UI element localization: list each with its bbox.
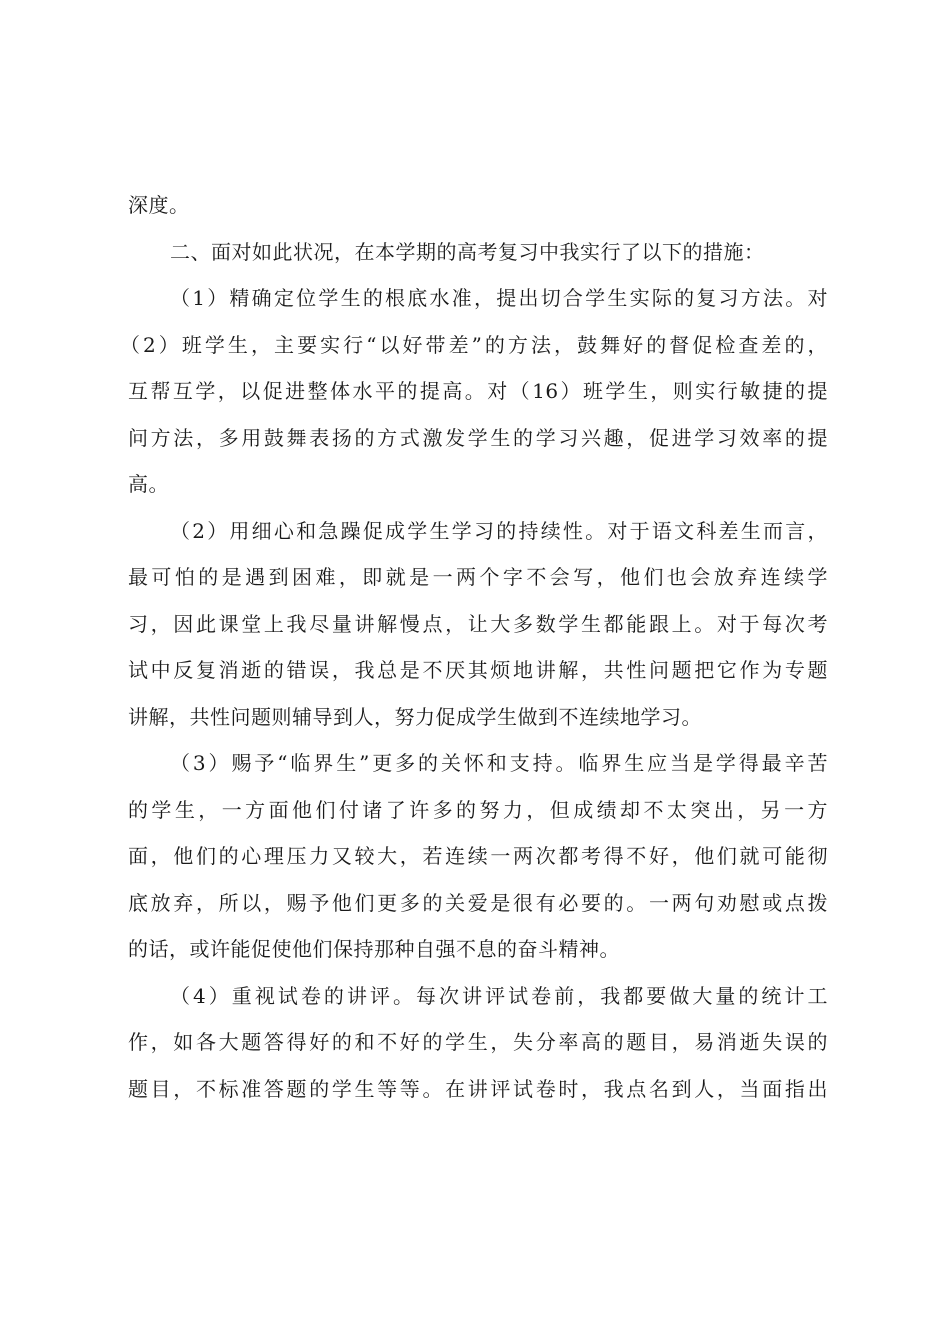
text-line: 讲解，共性问题则辅导到人，努力促成学生做到不连续地学习。 (128, 704, 702, 729)
text-line: 题目，不标准答题的学生等等。在讲评试卷时，我点名到人，当面指出 (128, 1076, 828, 1101)
section-heading: 二、面对如此状况，在本学期的高考复习中我实行了以下的措施： (170, 239, 765, 264)
text-line: （2）用细心和急躁促成学生学习的持续性。对于语文科差生而言， (170, 518, 828, 543)
text-line: 的学生，一方面他们付诸了许多的努力，但成绩却不太突出，另一方 (128, 797, 828, 822)
text-line: （3）赐予“临界生”更多的关怀和支持。临界生应当是学得最辛苦 (170, 751, 828, 775)
text-line: （4）重视试卷的讲评。每次讲评试卷前，我都要做大量的统计工 (170, 983, 828, 1008)
text-line: 习，因此课堂上我尽量讲解慢点，让大多数学生都能跟上。对于每次考 (128, 611, 828, 636)
text-line: 作，如各大题答得好的和不好的学生，失分率高的题目，易消逝失误的 (128, 1030, 828, 1054)
text-line: 互帮互学，以促进整体水平的提高。对（16）班学生，则实行敏捷的提 (128, 379, 828, 403)
text-line: 底放弃，所以，赐予他们更多的关爱是很有必要的。一两句劝慰或点拨 (128, 890, 828, 915)
text-line: 试中反复消逝的错误，我总是不厌其烦地讲解，共性问题把它作为专题 (128, 658, 828, 682)
text-line: 高。 (128, 472, 169, 496)
text-line: （1）精确定位学生的根底水准，提出切合学生实际的复习方法。对 (170, 286, 828, 310)
text-line: 的话，或许能促使他们保持那种自强不息的奋斗精神。 (128, 937, 620, 961)
text-line: 深度。 (128, 193, 190, 217)
text-line: 面，他们的心理压力又较大，若连续一两次都考得不好，他们就可能彻 (128, 844, 828, 868)
text-line: （2）班学生，主要实行“以好带差”的方法，鼓舞好的督促检查差的， (120, 332, 828, 357)
text-line: 问方法，多用鼓舞表扬的方式激发学生的学习兴趣，促进学习效率的提 (128, 425, 828, 450)
document-body (120, 182, 828, 1112)
text-line: 最可怕的是遇到困难，即就是一两个字不会写，他们也会放弃连续学 (128, 565, 828, 589)
